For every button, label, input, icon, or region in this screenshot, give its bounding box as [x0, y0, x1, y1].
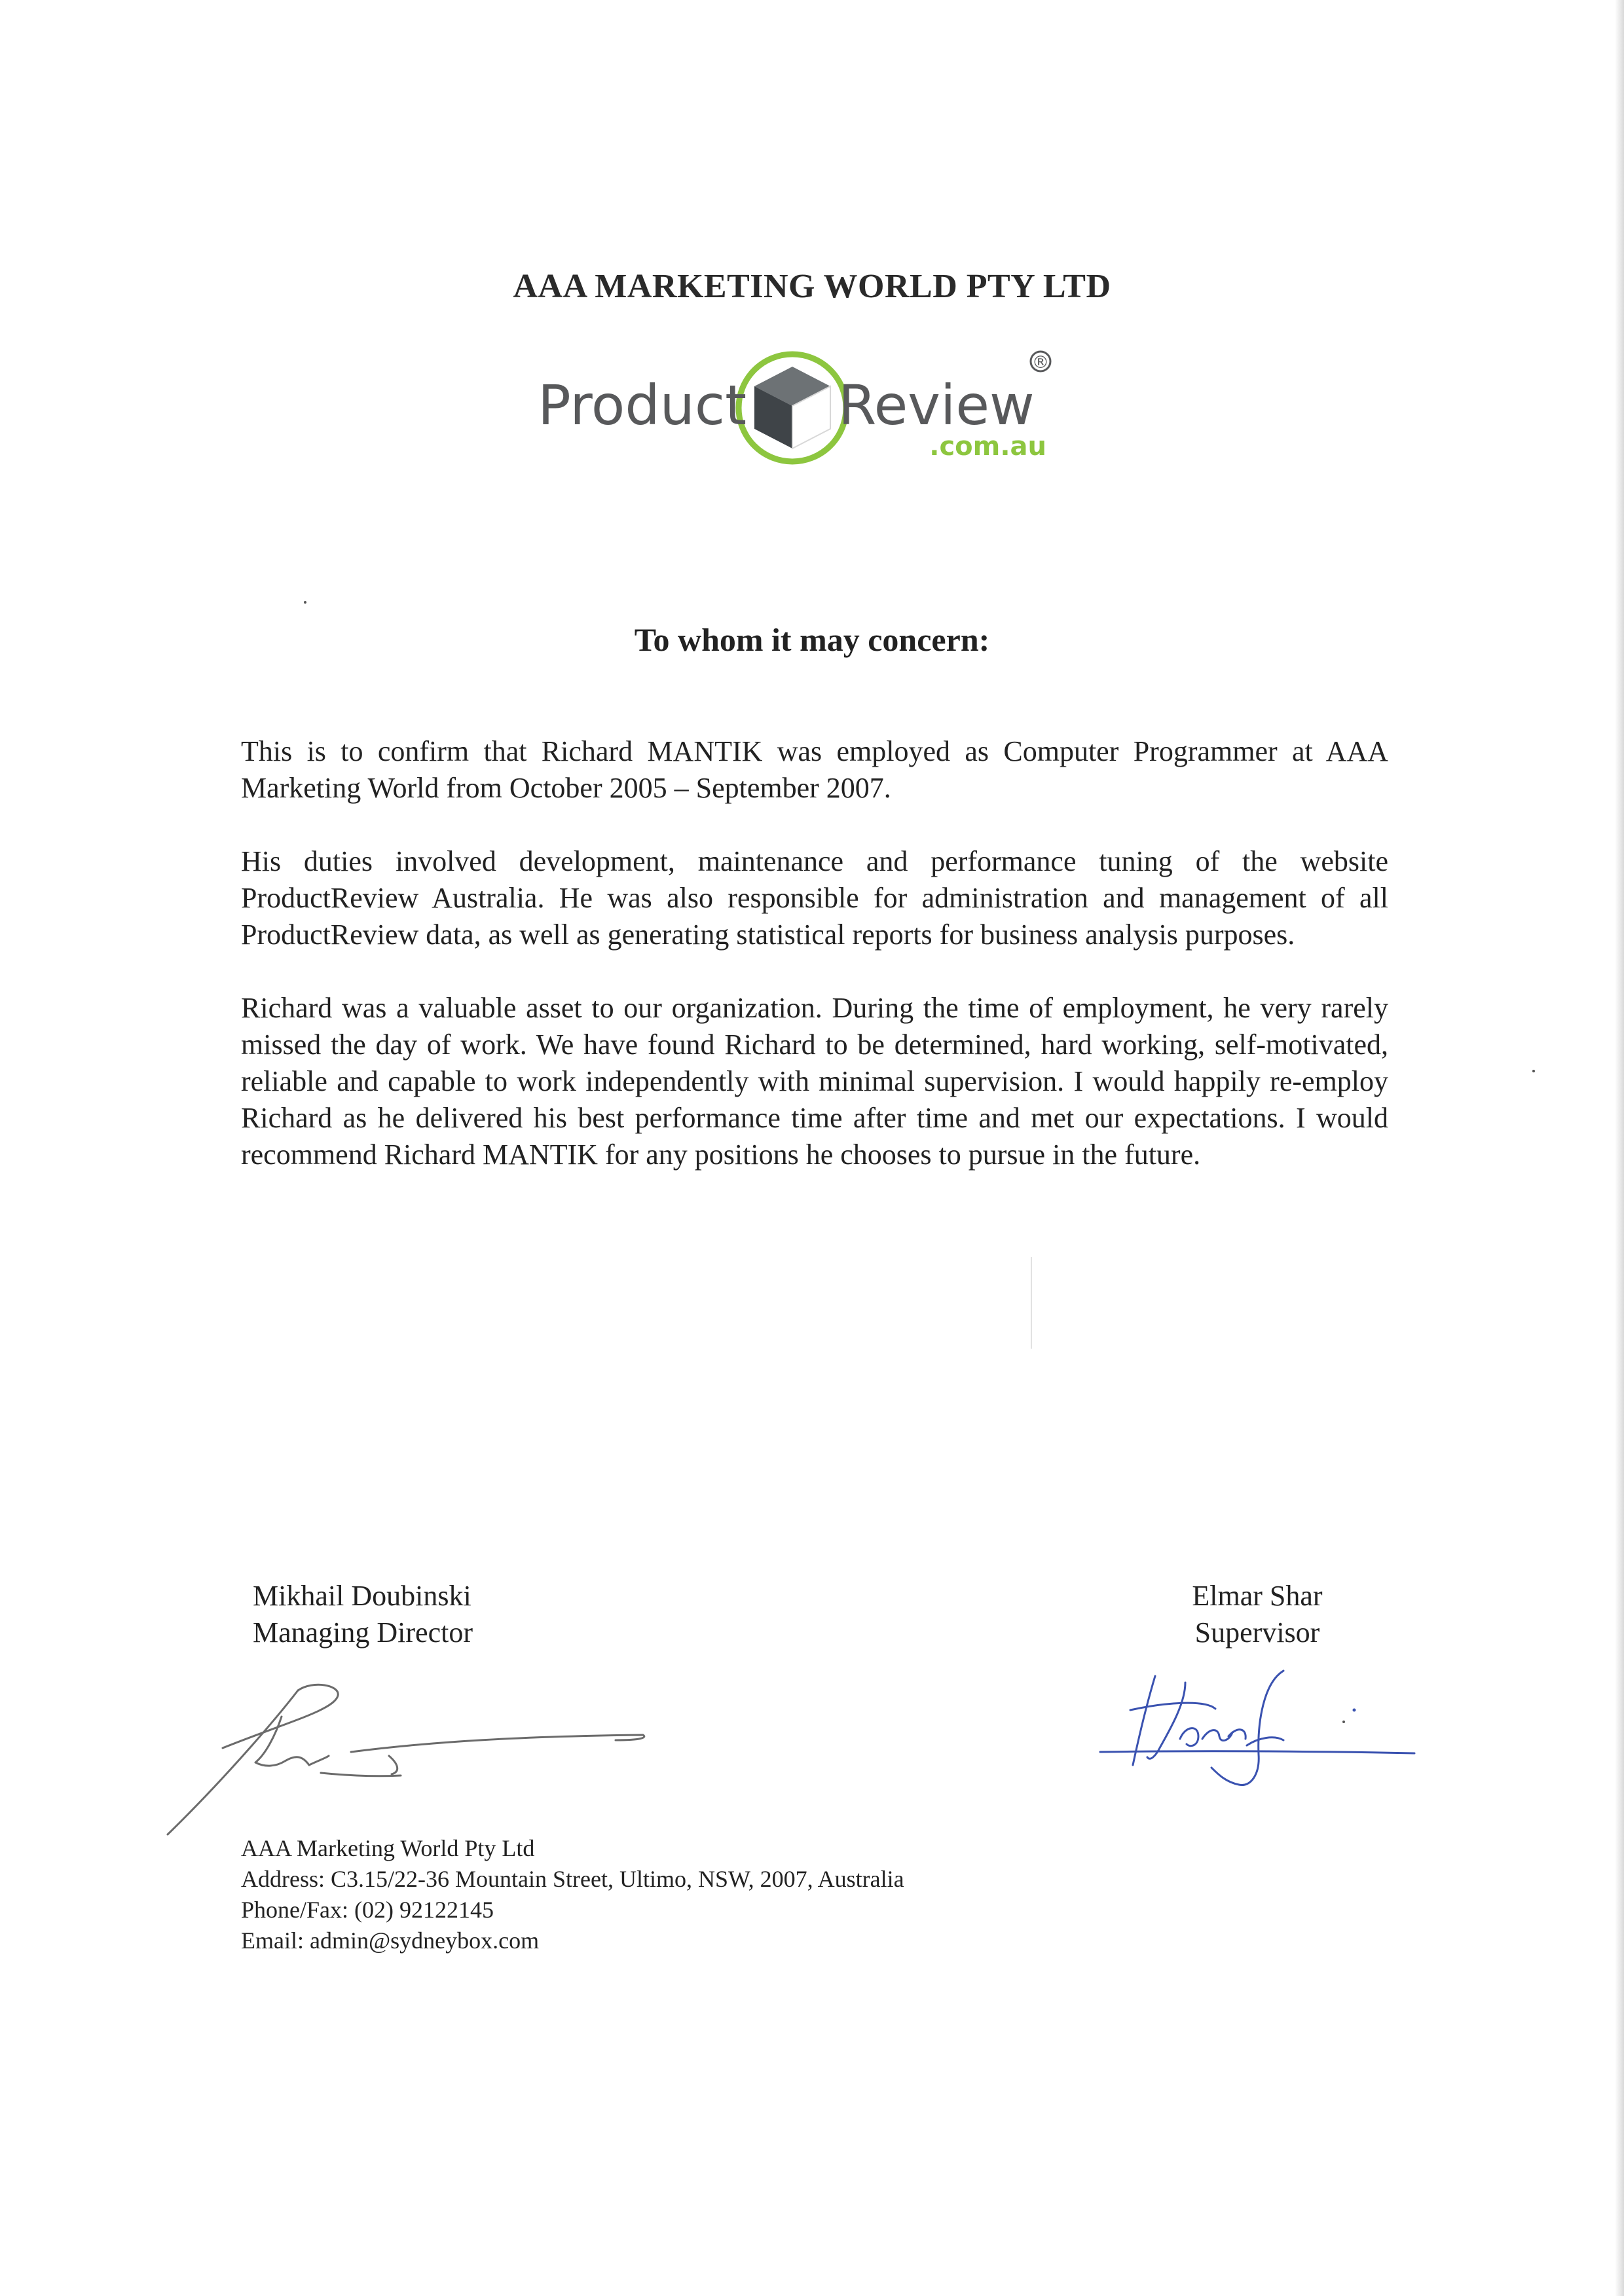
footer-address: Address: C3.15/22-36 Mountain Street, Ultimo, NSW, 2007, Australia — [241, 1866, 904, 1892]
box-icon — [754, 367, 830, 448]
scan-speck — [1532, 1070, 1535, 1072]
salutation: To whom it may concern: — [634, 621, 990, 658]
company-footer — [241, 1833, 904, 1956]
signatory-title: Supervisor — [1194, 1616, 1320, 1649]
logo-word-product: Product — [538, 373, 747, 437]
footer-company: AAA Marketing World Pty Ltd — [241, 1835, 535, 1861]
footer-phone: Phone/Fax: (02) 92122145 — [241, 1897, 494, 1923]
paragraph: This is to confirm that Richard MANTIK was employed as Computer Programmer at AAA Marketing World from October 2005 – September 2007. — [241, 735, 1388, 804]
signature-right — [1087, 1663, 1428, 1807]
logo-word-review: Review — [838, 373, 1035, 437]
registered-icon — [1031, 352, 1050, 373]
company-heading: AAA MARKETING WORLD PTY LTD — [513, 268, 1111, 305]
scan-mark — [1031, 1257, 1032, 1349]
scan-speck — [304, 601, 306, 604]
signature-left — [157, 1676, 655, 1846]
signatory-name: Mikhail Doubinski — [253, 1580, 471, 1612]
signatory-left — [253, 1578, 473, 1651]
footer-email: Email: admin@sydneybox.com — [241, 1927, 540, 1954]
letter-body — [241, 733, 1388, 1210]
paragraph: His duties involved development, maintenance and performance tuning of the website ProductReview Australia. He was also responsible for administration and management of all ProductReview data, as well as generating statistical reports for business analysis purposes. — [241, 845, 1388, 951]
logo-domain: .com.au — [929, 431, 1046, 462]
productreview-logo — [538, 340, 1061, 478]
signatory-title: Managing Director — [253, 1616, 473, 1649]
signatory-name: Elmar Shar — [1192, 1580, 1323, 1612]
page-edge — [1615, 0, 1624, 2296]
signatory-right — [1179, 1578, 1336, 1651]
paragraph: Richard was a valuable asset to our organization. During the time of employment, he very rarely missed the day of work. We have found Richard to be determined, hard working, self-motivated, reliable and capable to work independently with minimal supervision. I would happily re-employ Richard as he delivered his best performance time after time and met our expectations. I would recommend Richard MANTIK for any positions he chooses to pursue in the future. — [241, 992, 1388, 1171]
svg-text:®: ® — [1032, 353, 1049, 373]
